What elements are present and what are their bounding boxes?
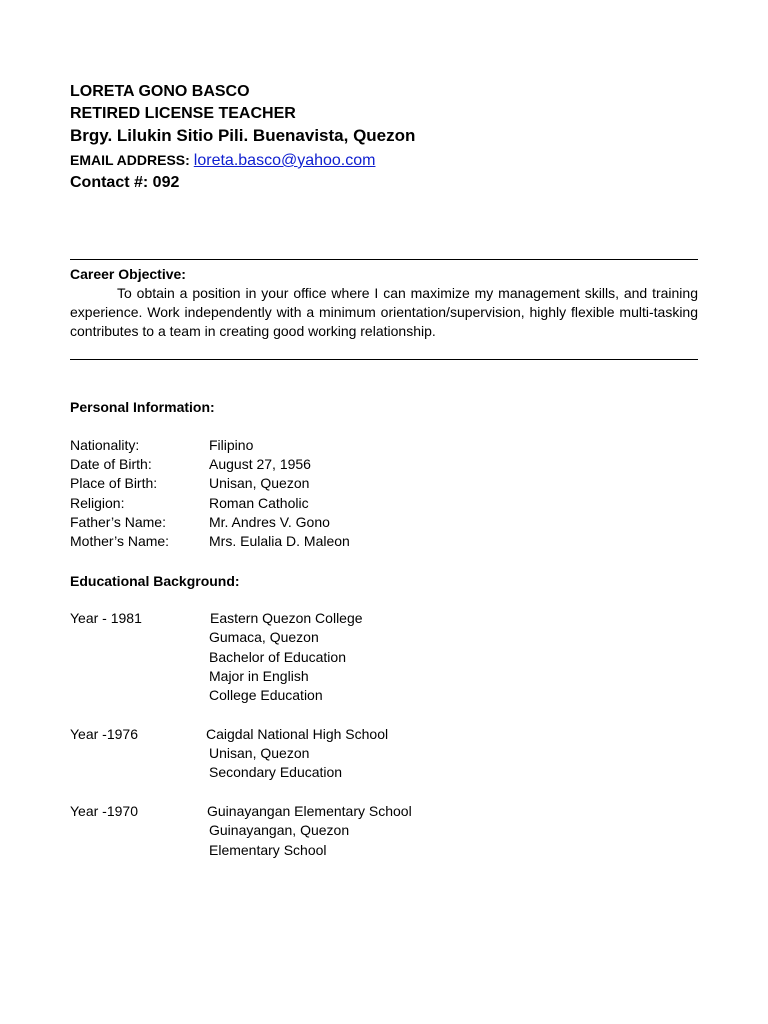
email-link[interactable]: loreta.basco@yahoo.com <box>193 152 376 169</box>
personal-label: Mother’s Name: <box>70 533 170 549</box>
applicant-address: Brgy. Lilukin Sitio Pili. Buenavista, Quezon <box>70 126 416 145</box>
personal-value: Mrs. Eulalia D. Maleon <box>209 533 350 549</box>
email-label: EMAIL ADDRESS: <box>70 152 190 168</box>
education-detail: College Education <box>209 687 323 703</box>
education-detail: Major in English <box>209 668 309 684</box>
education-detail: Bachelor of Education <box>209 649 346 665</box>
personal-value: Roman Catholic <box>209 495 309 511</box>
education-detail: Elementary School <box>209 842 327 858</box>
education-detail: Guinayangan, Quezon <box>209 822 350 838</box>
education-year: Year -1970 <box>70 803 138 819</box>
email-line <box>70 150 375 171</box>
divider <box>70 359 698 360</box>
applicant-role: RETIRED LICENSE TEACHER <box>70 105 296 122</box>
career-objective-title: Career Objective: <box>70 266 186 282</box>
personal-label: Religion: <box>70 495 125 511</box>
personal-value: Filipino <box>209 437 254 453</box>
personal-label: Father’s Name: <box>70 514 166 530</box>
personal-value: Mr. Andres V. Gono <box>209 514 330 530</box>
contact-number: Contact #: 092 <box>70 174 180 191</box>
divider <box>70 259 698 260</box>
education-detail: Secondary Education <box>209 764 343 780</box>
education-year: Year -1976 <box>70 726 138 742</box>
education-detail: Unisan, Quezon <box>209 745 310 761</box>
education-year: Year - 1981 <box>70 610 142 626</box>
personal-value: Unisan, Quezon <box>209 475 310 491</box>
personal-label: Nationality: <box>70 437 140 453</box>
personal-label: Place of Birth: <box>70 475 158 491</box>
career-objective-text: To obtain a position in your office where I can maximize my management skills, and training experience. Work independently with a minimum orientation/supervision, highly flexible multi-tasking contributes to a team in creating good working relationship. <box>70 285 698 339</box>
personal-information-title: Personal Information: <box>70 399 215 415</box>
education-school: Caigdal National High School <box>206 726 389 742</box>
personal-label: Date of Birth: <box>70 456 152 472</box>
education-detail: Gumaca, Quezon <box>209 629 319 645</box>
educational-background-title: Educational Background: <box>70 573 240 589</box>
applicant-name: LORETA GONO BASCO <box>70 83 250 100</box>
education-school: Eastern Quezon College <box>210 610 363 626</box>
education-school: Guinayangan Elementary School <box>207 803 412 819</box>
personal-value: August 27, 1956 <box>209 456 311 472</box>
